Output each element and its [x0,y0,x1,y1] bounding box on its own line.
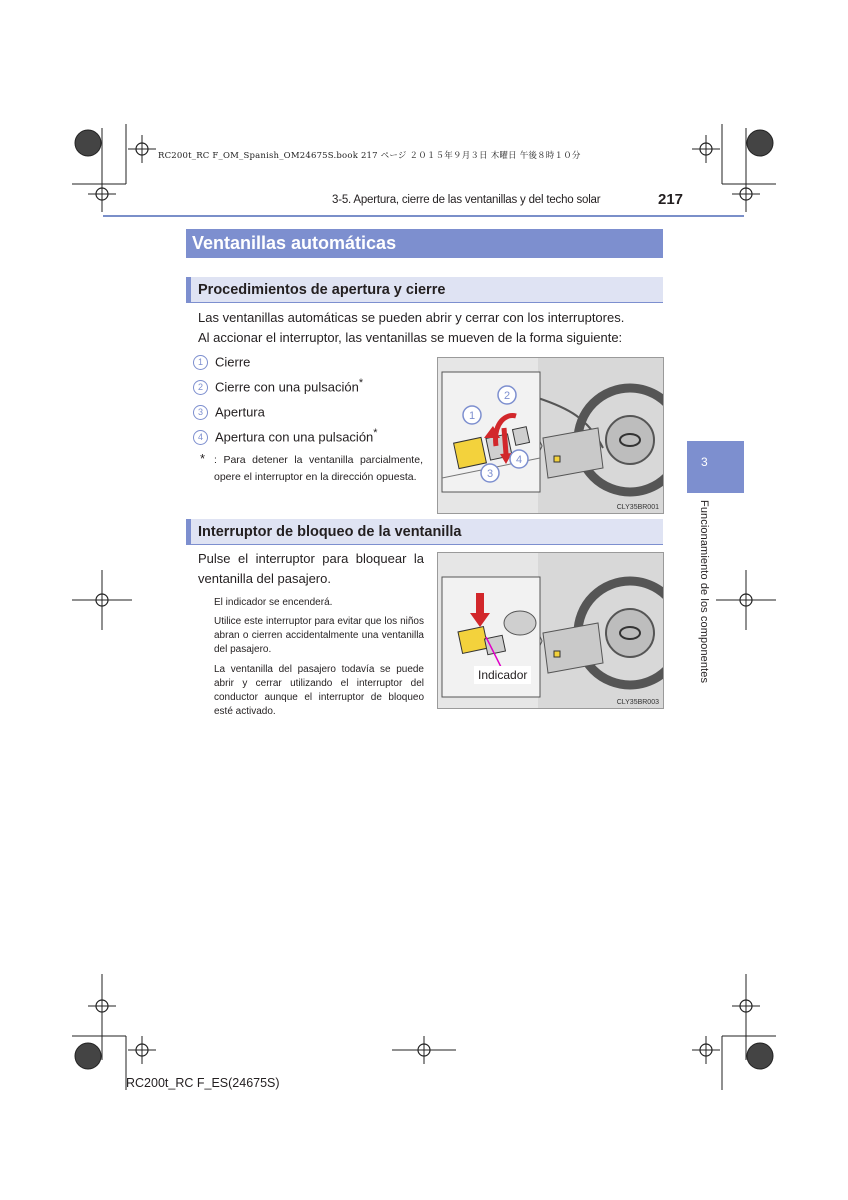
figure-code: CLY35BR001 [616,504,659,511]
list-item [193,402,378,427]
item-number: 2 [193,380,208,395]
item-number: 3 [193,405,208,420]
list-item [193,352,378,377]
item-label: Apertura [215,404,265,420]
intro-line-1: Las ventanillas automáticas se pueden abrir y cerrar con los interruptores. [198,310,625,325]
subsection-title-operation: Procedimientos de apertura y cierre [186,277,663,303]
item-label: Cierre [215,354,251,370]
asterisk: * [373,427,378,439]
note-indicator: El indicador se encenderá. [214,597,333,608]
note-children: Utilice este interruptor para evitar que los niños abran o cierren accidentalmente una ventanilla del pasajero. [214,616,424,655]
item-label: Cierre con una pulsación [215,379,359,395]
callout-2: 2 [503,390,511,402]
chapter-tab [687,441,744,493]
list-item [193,377,378,402]
lock-intro: Pulse el interruptor para bloquear la ventanilla del pasajero. [198,551,424,586]
page-number: 217 [658,191,684,208]
subsection-title-lock: Interruptor de bloqueo de la ventanilla [186,519,663,545]
operation-list [193,352,378,452]
callout-3: 3 [486,468,494,480]
figure-lock-switch [437,552,664,709]
footnote-text: : Para detener la ventanilla parcialmente, opere el interruptor en la dirección opuesta. [214,454,423,483]
header-rule [103,215,744,217]
lock-switch-illustration [438,553,663,708]
footer-code: RC200t_RC F_ES(24675S) [126,1076,280,1090]
item-label: Apertura con una pulsación [215,429,374,445]
callout-1: 1 [468,410,476,422]
window-switch-illustration [438,358,663,513]
figure-window-switches [437,357,664,514]
footnote-mark: * [200,451,206,466]
intro-text [198,308,638,348]
print-info: RC200t_RC F_OM_Spanish_OM24675S.book 217 ページ ２０１５年９月３日 木曜日 午後８時１０分 [158,151,581,161]
item-number: 4 [193,430,208,445]
asterisk: * [358,377,364,389]
intro-line-2: Al accionar el interruptor, las ventanillas se mueven de la forma siguiente: [198,330,623,345]
running-title: 3-5. Apertura, cierre de las ventanillas y del techo solar [332,194,601,206]
callout-4: 4 [515,454,523,466]
footnote [200,452,424,486]
note-driver-switch: La ventanilla del pasajero todavía se puede abrir y cerrar utilizando el interruptor del conductor aunque el interruptor de bloqueo esté activado. [214,664,424,717]
lock-notes [214,596,424,719]
figure-code: CLY35BR003 [616,699,659,706]
item-number: 1 [193,355,208,370]
indicator-label: Indicador [474,666,531,684]
chapter-label: Funcionamiento de los componentes [698,500,710,684]
list-item [193,427,378,452]
chapter-number: 3 [701,455,708,469]
section-title: Ventanillas automáticas [186,229,663,258]
